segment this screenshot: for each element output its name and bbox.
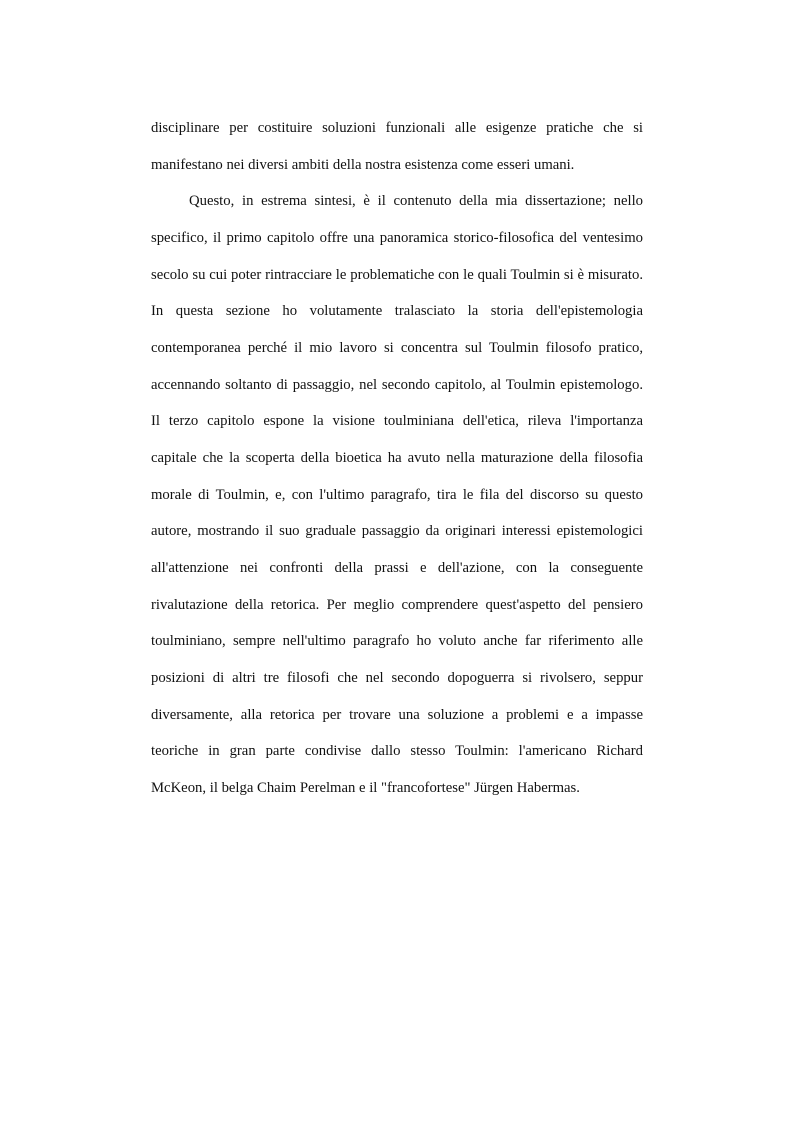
paragraph-continuation: disciplinare per costituire soluzioni funzionali alle esigenze pratiche che si manifestano nei diversi ambiti della nostra esistenza come esseri umani. xyxy=(151,120,643,173)
paragraph-summary: Questo, in estrema sintesi, è il contenuto della mia dissertazione; nello specifico, il primo capitolo offre una panoramica storico-filosofica del ventesimo secolo su cui poter rintracciare le problematiche con le quali Toulmin si è misurato. In questa sezione ho volutamente tralasciato la storia dell'epistemologia contemporanea perché il mio lavoro si concentra sul Toulmin filosofo pratico, accennando soltanto di passaggio, nel secondo capitolo, al Toulmin epistemologo. Il terzo capitolo espone la visione toulminiana dell'etica, rileva l'importanza capitale che la scoperta della bioetica ha avuto nella maturazione della filosofia morale di Toulmin, e, con l'ultimo paragrafo, tira le fila del discorso su questo autore, mostrando il suo graduale passaggio da originari interessi epistemologici all'attenzione nei confronti della prassi e dell'azione, con la conseguente rivalutazione della retorica. Per meglio comprendere quest'aspetto del pensiero toulminiano, sempre nell'ultimo paragrafo ho voluto anche far riferimento alle posizioni di altri tre filosofi che nel secondo dopoguerra si rivolsero, seppur diversamente, alla retorica per trovare una soluzione a problemi e a impasse teoriche in gran parte condivise dallo stesso Toulmin: l'americano Richard McKeon, il belga Chaim Perelman e il "francofortese" Jürgen Habermas. xyxy=(151,193,643,796)
body-text xyxy=(151,110,643,806)
